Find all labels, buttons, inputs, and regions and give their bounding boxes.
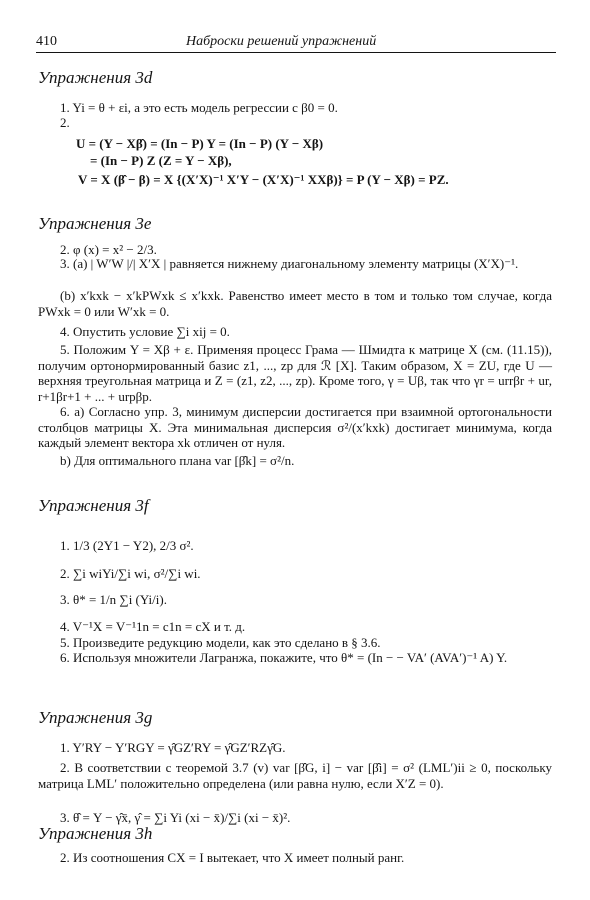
equation-3d-line-3: V = X (β̂ − β) = X {(X′X)⁻¹ X′Y − (X′X)⁻¹ XXβ)} = P (Y − Xβ) = PZ.: [78, 172, 449, 187]
exercise-3f-2: 2. ∑i wiYi/∑i wi, σ²/∑i wi.: [60, 566, 201, 581]
exercise-3e-2: 2. φ (x) = x² − 2/3.: [60, 242, 157, 257]
exercise-3f-6: 6. Используя множители Лагранжа, покажите, что θ* = (In − − VA′ (AVA′)⁻¹ A) Y.: [60, 650, 508, 665]
exercise-3e-5: 5. Положим Y = Xβ + ε. Применяя процесс Грама — Шмидта к матрице X (см. (11.15)), получим ортонормированный базис z1, ..., zp для ℛ [X]. Таким образом, X = ZU, где U — верхняя треугольная матрица и Z = (z1, z2, ..., zp). Кроме того, γ = Uβ, так что γr = urrβr + ur, r+1βr+1 + ... + urpβp.: [38, 342, 552, 404]
exercise-3f-1: 1. 1/3 (2Y1 − Y2), 2/3 σ².: [60, 538, 194, 553]
exercise-3e-4: 4. Опустить условие ∑i xij = 0.: [60, 324, 230, 339]
running-header: [36, 30, 556, 52]
header-rule: [36, 52, 556, 53]
exercise-3d-1: 1. Yi = θ + εi, а это есть модель регрессии с β0 = 0.: [60, 100, 338, 115]
section-title-3g: Упражнения 3g: [38, 708, 153, 727]
section-title-3h: Упражнения 3h: [38, 824, 153, 843]
exercise-3g-3: 3. θ̂ = Y − γ̂x̄, γ̂ = ∑i Yi (xi − x̄)/∑i (xi − x̄)².: [60, 810, 291, 825]
exercise-3e-6a: 6. а) Согласно упр. 3, минимум дисперсии достигается при взаимной ортогональности столбцов матрицы X. Эта минимальная дисперсия σ²/(x′kxk) достигает минимума, когда каждый элемент вектора xk отличен от нуля.: [38, 404, 552, 450]
exercise-3f-5: 5. Произведите редукцию модели, как это сделано в § 3.6.: [60, 635, 381, 650]
exercise-3e-6b: b) Для оптимального плана var [β̂k] = σ²/n.: [60, 453, 295, 468]
exercise-3e-3b: (b) x′kxk − x′kPWxk ≤ x′kxk. Равенство имеет место в том и только том случае, когда PWxk = 0 или W′xk = 0.: [38, 288, 552, 319]
exercise-3d-2-label: 2.: [60, 115, 70, 130]
exercise-3f-3: 3. θ* = 1/n ∑i (Yi/i).: [60, 592, 167, 607]
exercise-3e-3a: 3. (a) | W′W |/| X′X | равняется нижнему диагональному элементу матрицы (X′X)⁻¹.: [60, 256, 519, 271]
equation-3d-line-2: = (In − P) Z (Z = Y − Xβ),: [90, 153, 232, 168]
running-title: Наброски решений упражнений: [186, 34, 377, 49]
exercise-3f-4: 4. V⁻¹X = V⁻¹1n = c1n = cX и т. д.: [60, 619, 246, 634]
exercise-3h-2: 2. Из соотношения CX = I вытекает, что X имеет полный ранг.: [60, 850, 405, 865]
section-title-3e: Упражнения 3e: [38, 214, 152, 233]
page-number: 410: [36, 34, 57, 49]
equation-3d-line-1: U = (Y − Xβ̂) = (In − P) Y = (In − P) (Y − Xβ): [76, 136, 324, 151]
exercise-3g-1: 1. Y′RY − Y′RGY = γ̂GZ′RY = γ̂GZ′RZγ̂G.: [60, 740, 286, 755]
section-title-3f: Упражнения 3f: [38, 496, 149, 515]
section-title-3d: Упражнения 3d: [38, 68, 153, 87]
exercise-3g-2: 2. В соответствии с теоремой 3.7 (v) var [β̂G, i] − var [β̂i] = σ² (LML′)ii ≥ 0, поскольку матрица LML′ положительно определена (или равна нулю, если X′Z = 0).: [38, 760, 552, 791]
